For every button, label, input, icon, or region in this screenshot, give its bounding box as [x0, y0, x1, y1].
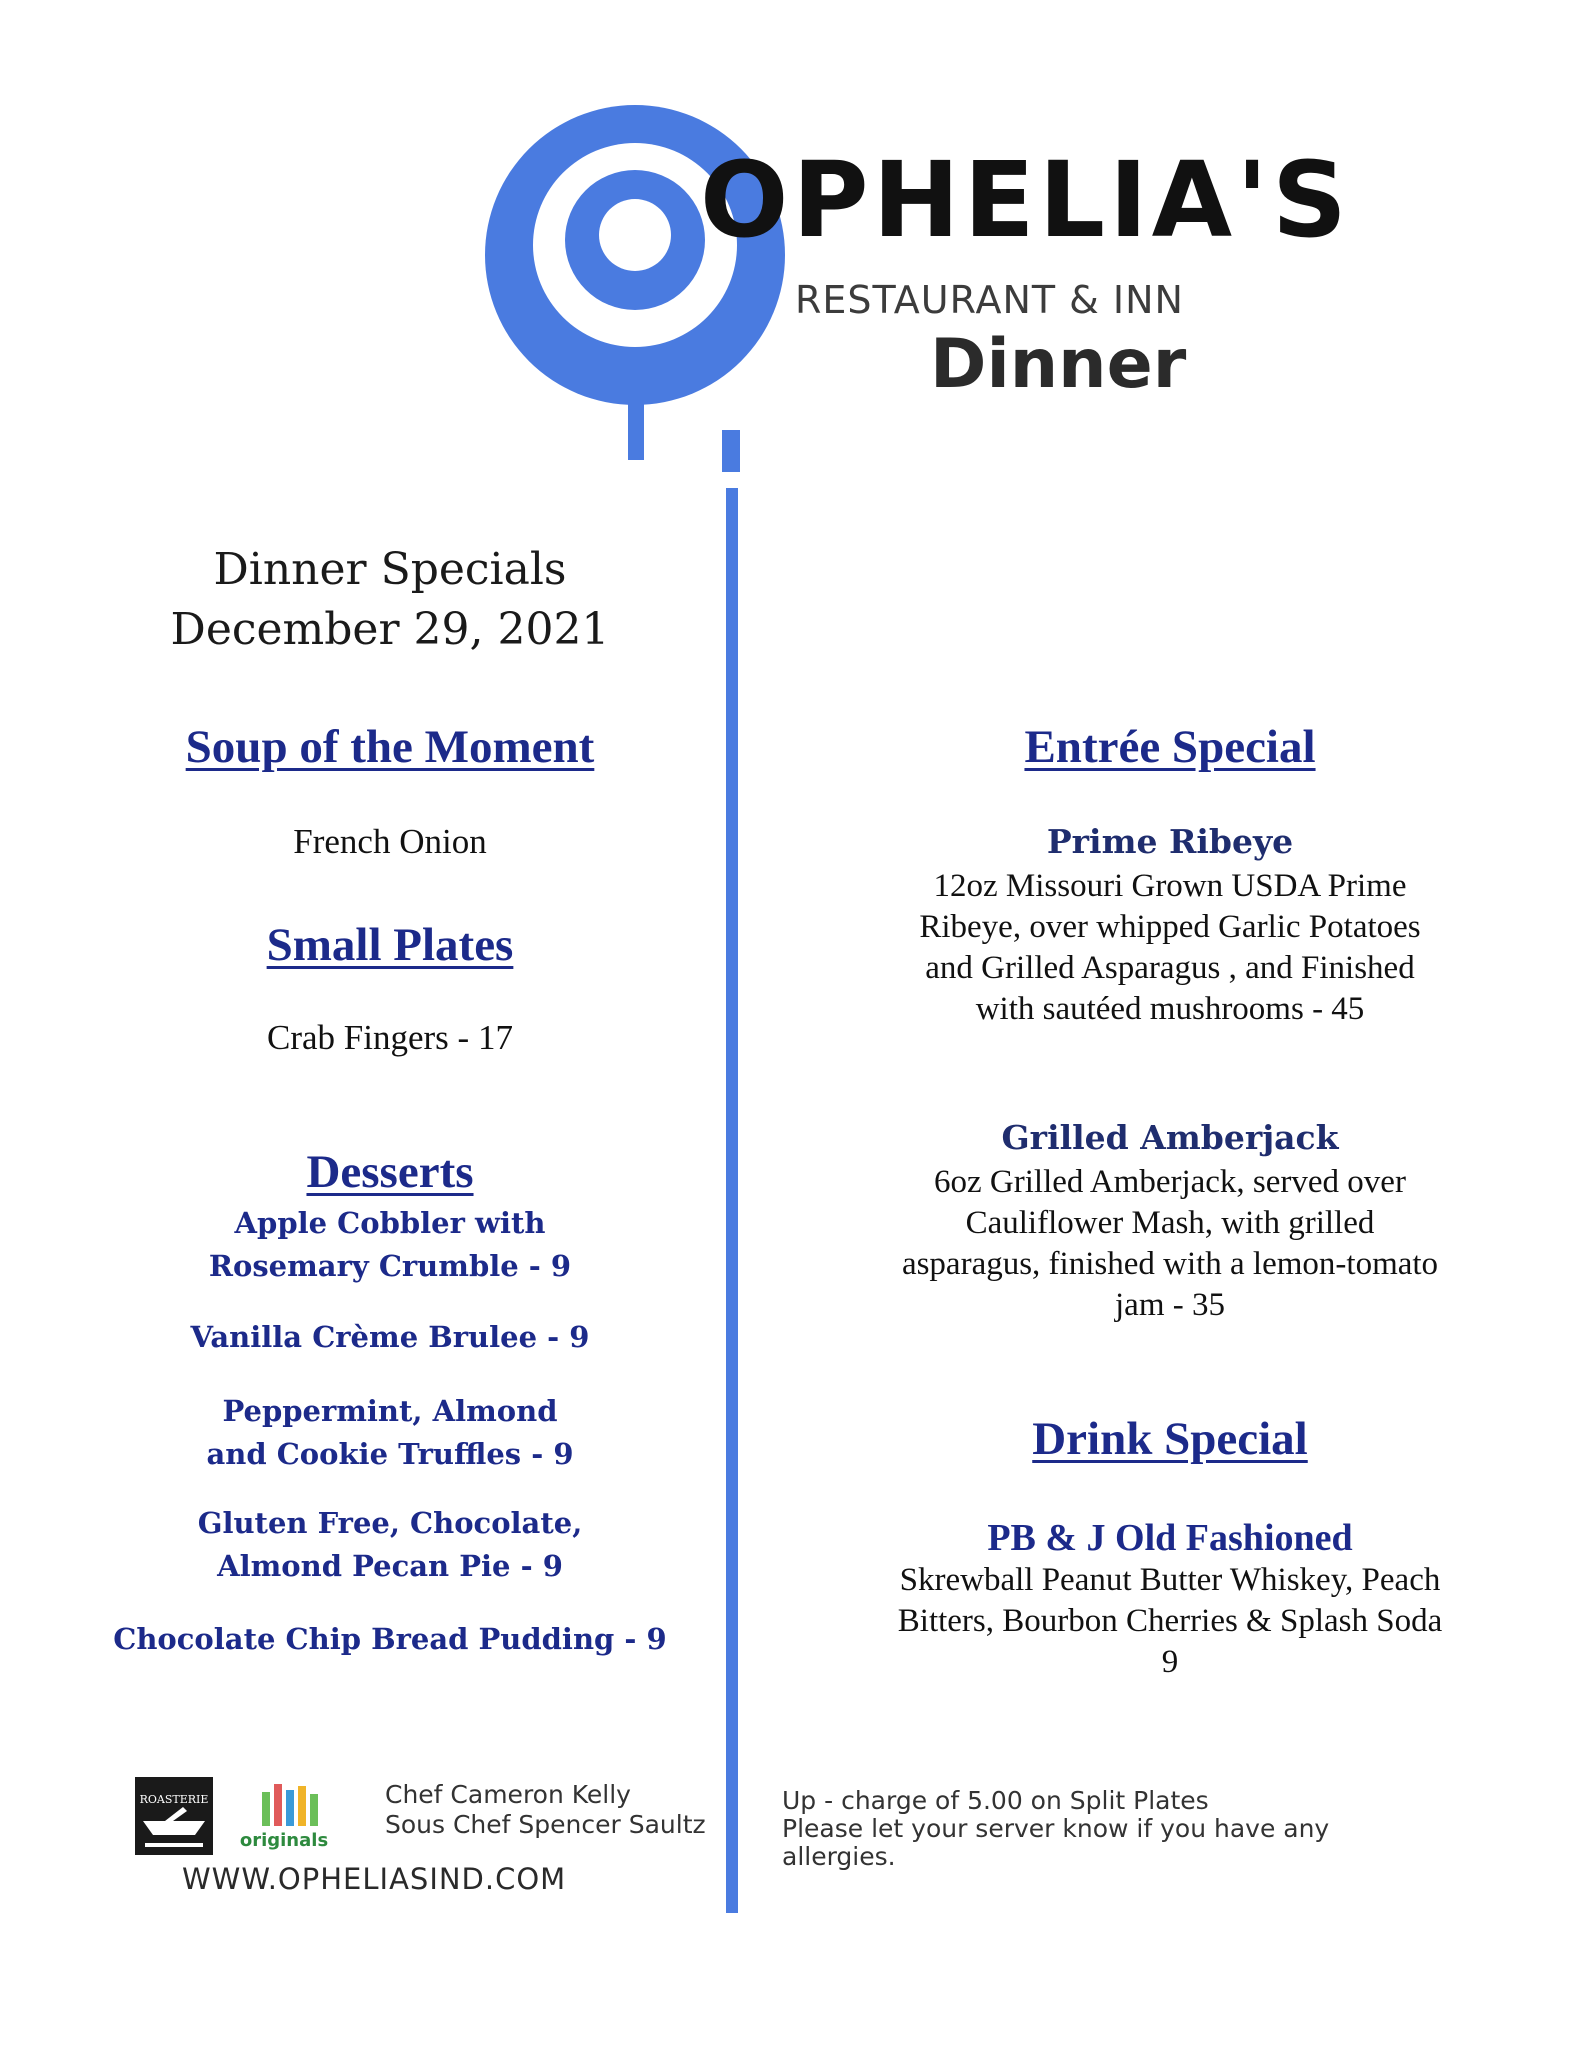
dessert-line: Chocolate Chip Bread Pudding - 9	[113, 1622, 667, 1656]
drink-description	[790, 1560, 1550, 1683]
description-line: Bitters, Bourbon Cherries & Splash Soda	[897, 1603, 1443, 1639]
small-plates-section-title: Small Plates	[266, 919, 514, 971]
roasterie-logo-icon	[135, 1777, 213, 1855]
dessert-line: Apple Cobbler with	[234, 1206, 546, 1240]
specials-header	[40, 540, 740, 660]
originals-logo-icon	[232, 1780, 332, 1856]
dessert-line: Gluten Free, Chocolate,	[197, 1506, 583, 1540]
entree-dish-name: Grilled Amberjack	[1001, 1118, 1339, 1157]
description-line: with sautéed mushrooms - 45	[975, 991, 1365, 1027]
chef-credits	[385, 1780, 706, 1840]
dessert-item	[40, 1618, 740, 1661]
description-line: Cauliflower Mash, with grilled	[965, 1205, 1375, 1241]
description-line: 6oz Grilled Amberjack, served over	[934, 1164, 1406, 1200]
entree-section-title: Entrée Special	[1024, 721, 1316, 773]
note-line: Up - charge of 5.00 on Split Plates	[782, 1786, 1209, 1815]
soup-item: French Onion	[293, 822, 487, 861]
split-plate-note	[782, 1787, 1342, 1871]
svg-text:originals: originals	[239, 1830, 329, 1851]
description-line: Ribeye, over whipped Garlic Potatoes	[919, 909, 1421, 945]
description-line: asparagus, finished with a lemon-tomato	[901, 1246, 1439, 1282]
dessert-item	[40, 1202, 740, 1288]
sous-chef-name: Sous Chef Spencer Saultz	[385, 1810, 706, 1839]
note-line: Please let your server know if you have any	[782, 1814, 1330, 1843]
dessert-line: Peppermint, Almond	[222, 1394, 558, 1428]
entree-dish-description	[790, 866, 1550, 1030]
small-plates-item: Crab Fingers - 17	[267, 1018, 513, 1057]
dessert-line: and Cookie Truffles - 9	[206, 1437, 574, 1471]
desserts-section-title: Desserts	[306, 1146, 474, 1198]
dessert-line: Almond Pecan Pie - 9	[217, 1549, 563, 1583]
column-divider	[726, 488, 738, 1913]
dessert-line: Vanilla Crème Brulee - 9	[190, 1320, 590, 1354]
description-line: Skrewball Peanut Butter Whiskey, Peach	[899, 1562, 1441, 1598]
entree-dish-description	[790, 1162, 1550, 1326]
dessert-item	[40, 1390, 740, 1476]
dessert-item	[40, 1502, 740, 1588]
specials-title: Dinner Specials	[213, 544, 567, 595]
divider-top	[722, 430, 740, 472]
soup-section-title: Soup of the Moment	[185, 721, 595, 773]
svg-text:ROASTERIE: ROASTERIE	[139, 1793, 209, 1806]
website-link[interactable]: WWW.OPHELIASIND.COM	[182, 1862, 567, 1896]
description-line: jam - 35	[1115, 1287, 1225, 1323]
page-title: Dinner	[930, 325, 1187, 404]
logo-subtitle: RESTAURANT & INN	[795, 278, 1184, 322]
entree-dish-name: Prime Ribeye	[1046, 822, 1294, 861]
drink-name: PB & J Old Fashioned	[987, 1517, 1353, 1559]
note-line: allergies.	[782, 1842, 896, 1871]
logo-wordmark: OPHELIA'S	[700, 139, 1351, 261]
dessert-item	[40, 1316, 740, 1359]
description-line: 9	[1161, 1644, 1179, 1680]
chef-name: Chef Cameron Kelly	[385, 1780, 631, 1809]
drink-section-title: Drink Special	[1032, 1413, 1308, 1465]
description-line: and Grilled Asparagus , and Finished	[925, 950, 1415, 986]
description-line: 12oz Missouri Grown USDA Prime	[933, 868, 1407, 904]
dessert-line: Rosemary Crumble - 9	[208, 1249, 572, 1283]
specials-date: December 29, 2021	[170, 604, 610, 655]
